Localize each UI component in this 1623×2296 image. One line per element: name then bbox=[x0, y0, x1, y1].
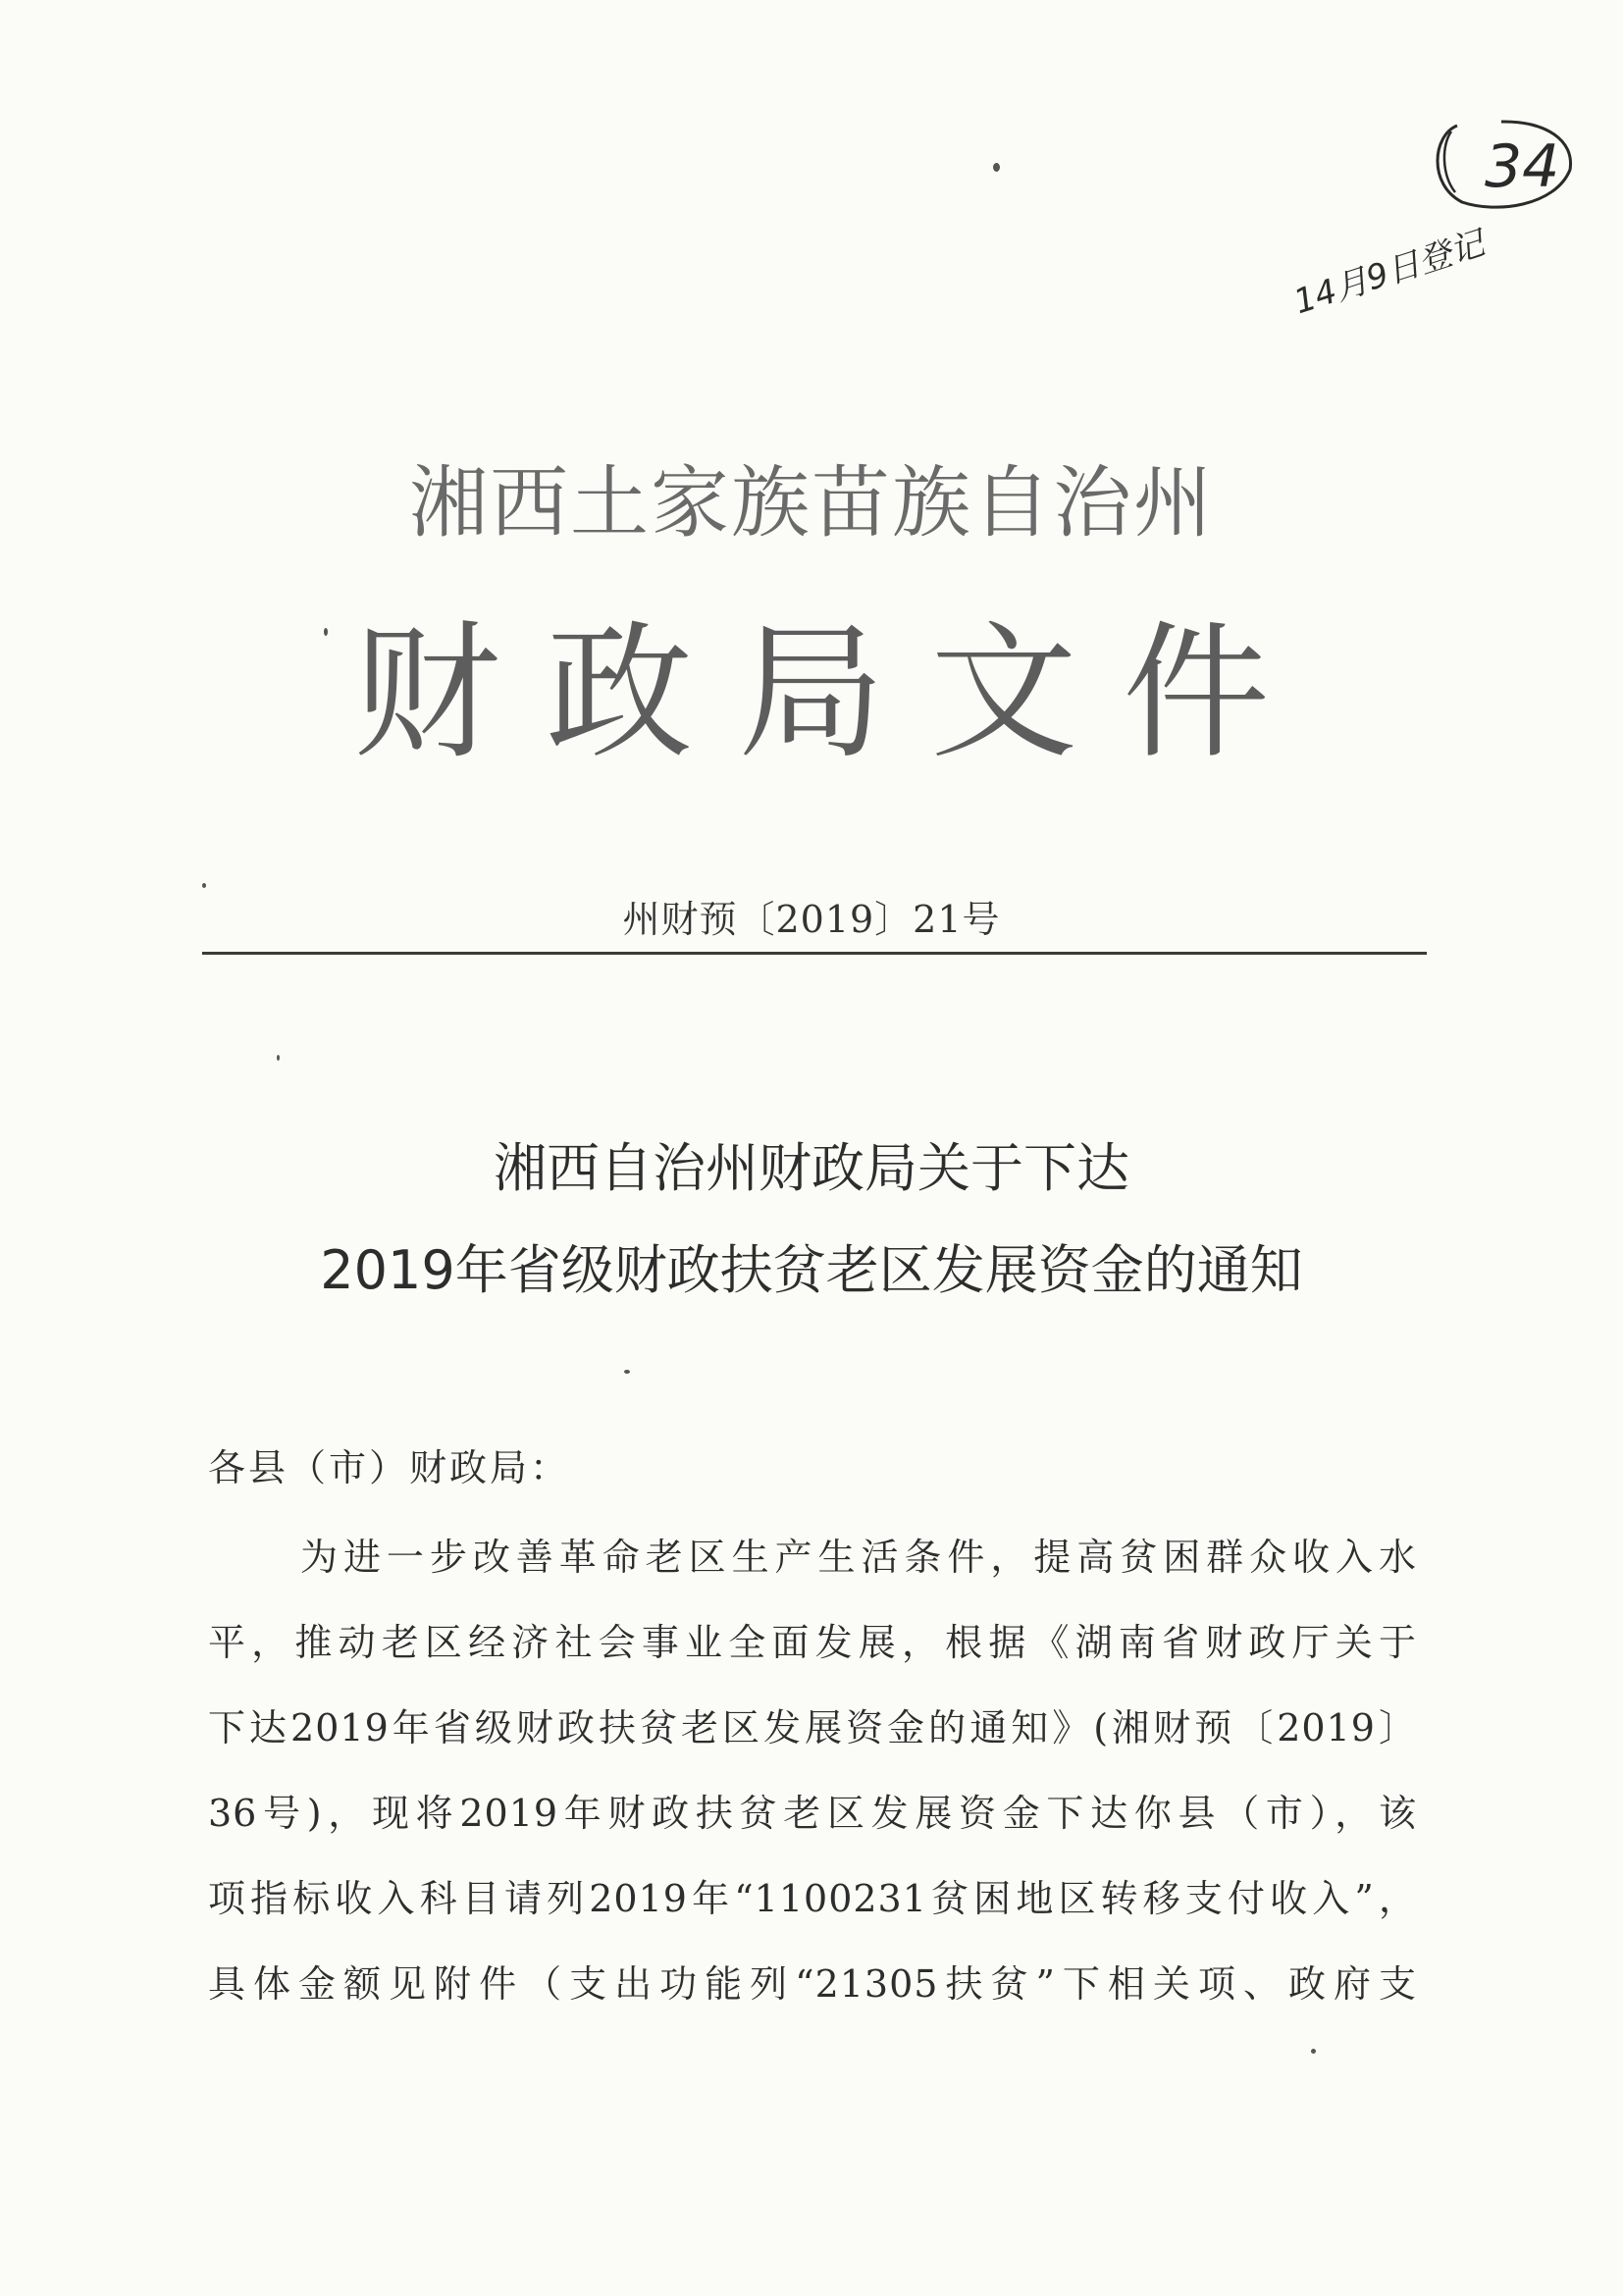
handwritten-number-text: 34 bbox=[1485, 132, 1560, 201]
handwritten-register-note bbox=[1285, 224, 1490, 323]
letterhead-document-type: 财政局文件 bbox=[352, 608, 1315, 779]
body-line: 下达2019年省级财政扶贫老区发展资金的通知》(湘财预〔2019〕 bbox=[208, 1706, 1417, 1749]
scan-speck bbox=[624, 1370, 630, 1374]
scan-speck bbox=[993, 163, 1000, 172]
scan-speck bbox=[1311, 2049, 1316, 2054]
body-line: 项指标收入科目请列2019年“1100231贫困地区转移支付收入”， bbox=[208, 1877, 1417, 1920]
notice-title-line-2: 2019年省级财政扶贫老区发展资金的通知 bbox=[320, 1239, 1303, 1301]
scan-speck bbox=[277, 1055, 280, 1061]
letterhead-divider bbox=[202, 952, 1427, 955]
body-line: 36号)，现将2019年财政扶贫老区发展资金下达你县（市），该 bbox=[208, 1792, 1417, 1835]
body-line: 为进一步改善革命老区生产生活条件，提高贫困群众收入水 bbox=[300, 1536, 1417, 1579]
letterhead-organization: 湘西土家族苗族自治州 bbox=[409, 457, 1214, 548]
salutation: 各县（市）财政局： bbox=[208, 1446, 571, 1489]
handwritten-page-number bbox=[1428, 116, 1575, 214]
handwritten-note-text: 14月9日登记 bbox=[1288, 224, 1490, 323]
body-line: 具体金额见附件（支出功能列“21305扶贫”下相关项、政府支 bbox=[208, 1962, 1417, 2006]
notice-title-line-1: 湘西自治州财政局关于下达 bbox=[494, 1137, 1129, 1199]
scan-speck bbox=[202, 883, 206, 888]
document-number: 州财预〔2019〕21号 bbox=[622, 898, 1001, 941]
body-line: 平，推动老区经济社会事业全面发展，根据《湖南省财政厅关于 bbox=[208, 1621, 1417, 1664]
